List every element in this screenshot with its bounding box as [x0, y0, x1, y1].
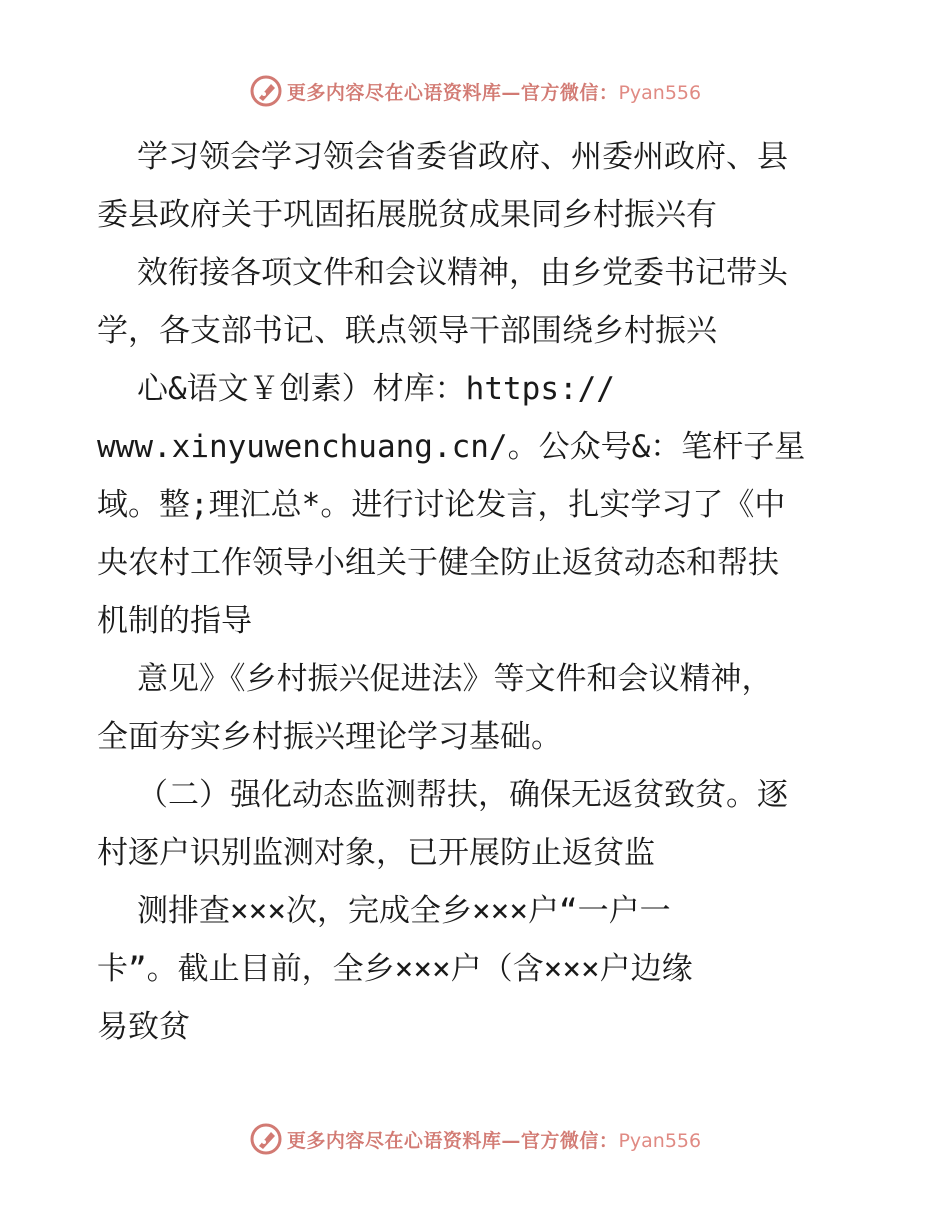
text-line: 卡”。截止目前，全乡×××户（含×××户边缘	[97, 951, 693, 987]
text-line: www.xinyuwenchuang.cn/。公众号&：笔杆子星	[97, 429, 806, 465]
header-banner	[0, 72, 950, 110]
pen-nib-logo-icon	[249, 1122, 283, 1156]
text-line: 学习领会学习领会省委省政府、州委州政府、县	[137, 139, 788, 175]
pen-nib-logo-icon	[249, 74, 283, 108]
document-body	[97, 128, 857, 1056]
text-line: 心&语文￥创素）材库：https://	[137, 371, 615, 407]
text-line: 村逐户识别监测对象，已开展防止返贫监	[97, 835, 655, 871]
text-line: 效衔接各项文件和会议精神，由乡党委书记带头	[137, 255, 788, 291]
text-line: 易致贫	[97, 1009, 190, 1045]
text-line: 学，各支部书记、联点领导干部围绕乡村振兴	[97, 313, 717, 349]
text-line: 域。整;理汇总*。进行讨论发言，扎实学习了《中	[97, 487, 786, 523]
text-line: 委县政府关于巩固拓展脱贫成果同乡村振兴有	[97, 197, 717, 233]
footer-banner	[0, 1120, 950, 1158]
banner-text: 更多内容尽在心语资料库—官方微信：Pyan556	[286, 1129, 702, 1152]
text-line: 央农村工作领导小组关于健全防止返贫动态和帮扶	[97, 545, 779, 581]
banner-text: 更多内容尽在心语资料库—官方微信：Pyan556	[286, 81, 702, 104]
text-line: 全面夯实乡村振兴理论学习基础。	[97, 719, 562, 755]
text-line: 测排查×××次，完成全乡×××户“一户一	[137, 893, 671, 929]
text-line: 意见》《乡村振兴促进法》等文件和会议精神，	[137, 661, 773, 697]
text-line: 机制的指导	[97, 603, 252, 639]
text-line: （二）强化动态监测帮扶，确保无返贫致贫。逐	[137, 777, 788, 813]
